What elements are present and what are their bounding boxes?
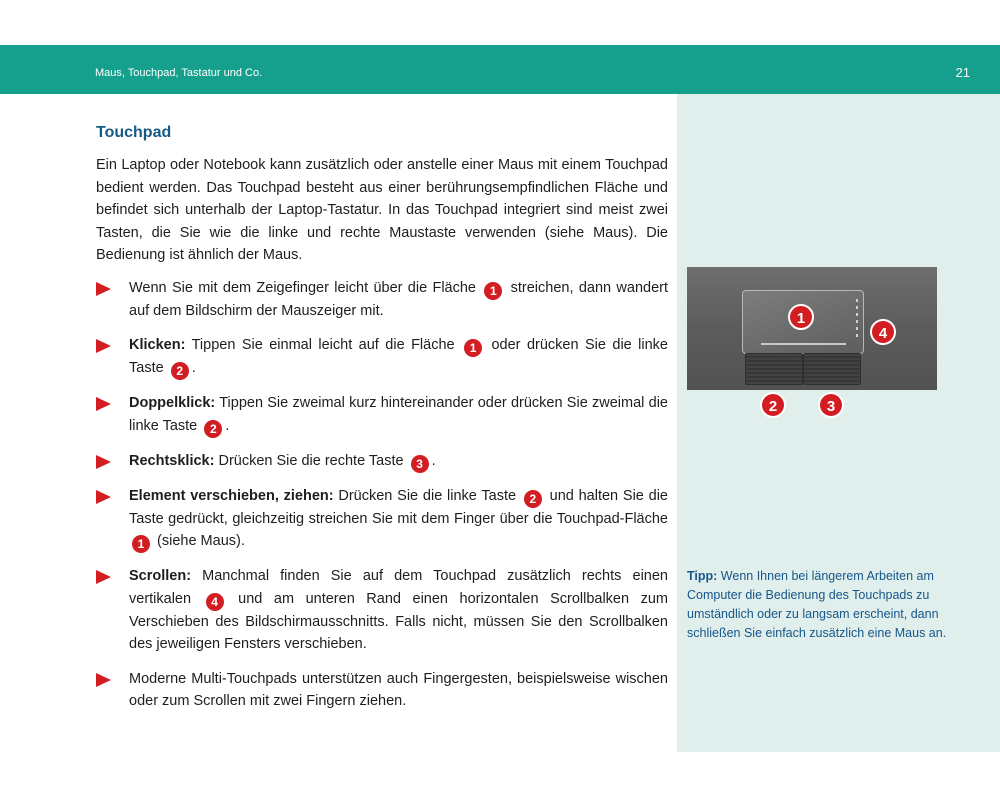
touchpad-photo [687,267,937,415]
number-badge: 4 [206,593,224,611]
horizontal-scroll-strip [761,343,846,345]
touchpad-left-button [745,353,803,385]
bullet-arrow-icon [96,455,111,469]
bullet-keyword: Rechtsklick: [129,452,215,469]
number-badge: 2 [204,420,222,438]
bullet-text: Moderne Multi-Touchpads unterstützen auch Fingergesten, beispielsweise wischen oder zum Scrollen mit zwei Fingern ziehen. [129,670,668,709]
bullet-arrow-icon [96,282,111,296]
number-badge: 2 [524,490,542,508]
tip-label: Tipp: [687,569,718,583]
bullet-text: Wenn Sie mit dem Zeigefinger leicht über die Fläche [129,279,482,296]
bullet-arrow-icon [96,570,111,584]
tip-box [687,567,977,643]
tip-text: Wenn Ihnen bei längerem Arbeiten am Computer die Bedienung des Touchpads zu umständlich oder zu langsam erscheint, dann schließen Sie einfach zusätzlich eine Maus an. [687,569,947,640]
bullet-text: Tippen Sie zweimal kurz hintereinander oder drücken Sie zweimal die linke Taste [129,395,668,434]
bullet-text: und halten Sie die Taste gedrückt, gleichzeitig streichen Sie mit dem Finger über die Touchpad-Fläche [129,487,669,527]
list-item [96,277,668,323]
page-header [0,45,1000,94]
chapter-title: Maus, Touchpad, Tastatur und Co. [95,67,263,79]
callout-2: 2 [760,392,786,418]
bullet-text: streichen, dann wandert auf dem Bildschirm der Mauszeiger mit. [129,279,668,319]
section-title: Touchpad [96,124,172,141]
list-item [96,392,668,438]
bullet-text: . [225,417,230,434]
main-content [96,124,668,725]
number-badge: 1 [464,339,482,357]
number-badge: 1 [132,535,150,553]
callout-4: 4 [870,319,896,345]
bullet-arrow-icon [96,490,111,504]
bullet-text: Manchmal finden Sie auf dem Touchpad zusätzlich rechts einen vertikalen [129,568,668,607]
number-badge: 1 [484,282,502,300]
list-item [96,450,668,473]
sidebar-panel [677,94,1000,752]
list-item [96,565,668,656]
bullet-keyword: Scrollen: [129,568,192,584]
callout-1: 1 [788,304,814,330]
bullet-arrow-icon [96,673,111,687]
number-badge: 2 [171,362,189,380]
bullet-text: oder drücken Sie die linke Taste [129,337,668,376]
list-item [96,485,668,554]
bullet-arrow-icon [96,339,111,353]
list-item [96,334,668,380]
intro-paragraph: Ein Laptop oder Notebook kann zusätzlich oder anstelle einer Maus mit einem Touchpad bedient werden. Das Touchpad besteht aus einer berührungsempfindlichen Fläche und befindet sich unterhalb der Laptop-Tastatur. In das Touchpad integriert sind meist zwei Tasten, die Sie wie die linke und rechte Maustaste verwenden (siehe Maus). Die Bedienung ist ähnlich der Maus. [96,157,668,263]
bullet-keyword: Klicken: [129,337,186,353]
callout-3: 3 [818,392,844,418]
bullet-text: . [191,360,196,376]
bullet-keyword: Doppelklick: [129,395,216,411]
bullet-list [96,277,668,713]
bullet-keyword: Element verschieben, ziehen: [129,487,334,504]
vertical-scroll-strip [856,299,858,339]
page-number: 21 [955,65,970,80]
bullet-text: (siehe Maus). [153,533,245,549]
bullet-text: Tippen Sie einmal leicht auf die Fläche [185,337,462,353]
bullet-text: und am unteren Rand einen horizontalen Scrollbalken zum Verschieben des Bildschirmausschnitts. Falls nicht, müssen Sie den Scrollbalken des jeweiligen Fensters verschieben. [129,590,668,652]
bullet-arrow-icon [96,397,111,411]
list-item [96,668,668,713]
number-badge: 3 [411,455,429,473]
bullet-text: . [431,452,436,469]
bullet-text: Drücken Sie die linke Taste [333,487,521,504]
bullet-text: Drücken Sie die rechte Taste [214,452,408,469]
touchpad-right-button [803,353,861,385]
